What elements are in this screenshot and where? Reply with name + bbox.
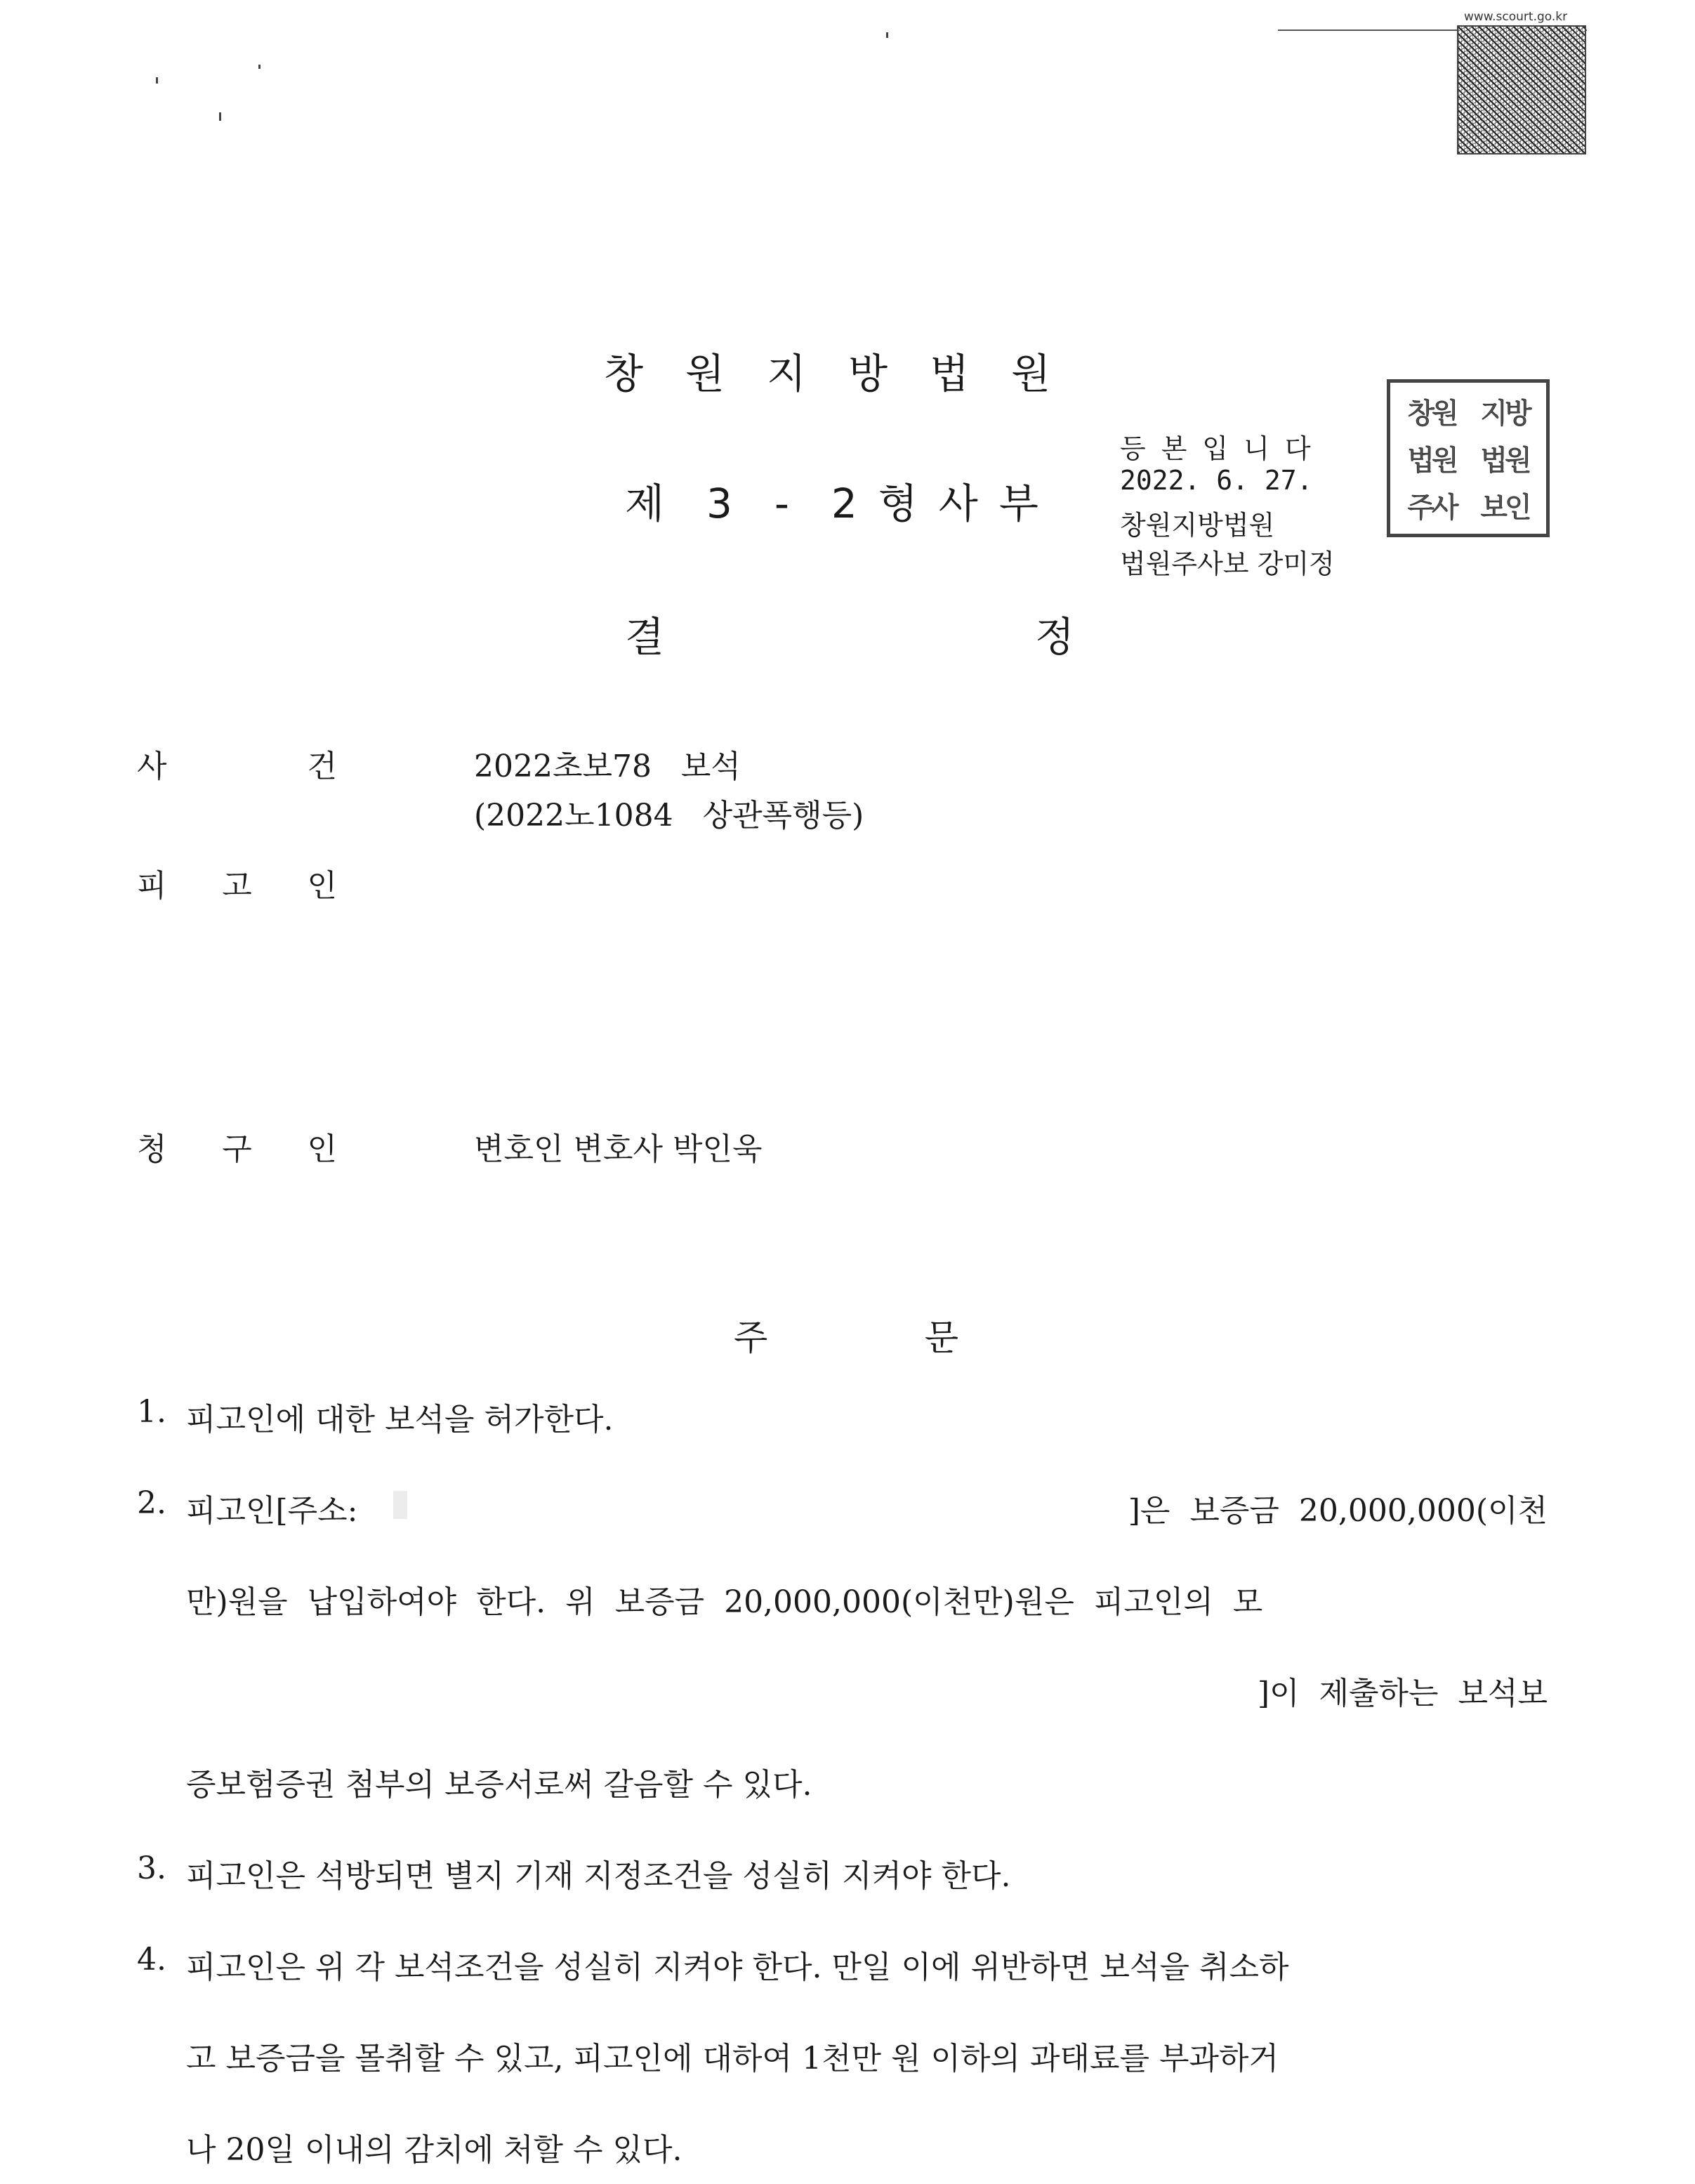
scan-speck	[258, 65, 260, 69]
related-case-number: (2022노1084 상관폭행등)	[474, 798, 864, 834]
order-item-text: 피고인에 대한 보석을 허가한다.	[186, 1402, 614, 1438]
court-url: www.scourt.go.kr	[1464, 10, 1568, 24]
requester-label: 청 구 인	[137, 1131, 337, 1167]
order-item-number: 1.	[137, 1394, 166, 1430]
order-item-number: 3.	[137, 1850, 166, 1886]
order-item-number: 2.	[137, 1485, 166, 1521]
scan-speck	[886, 32, 888, 38]
order-item-text: 나 20일 이내의 감치에 처할 수 있다.	[186, 2132, 682, 2168]
case-number: 2022초보78 보석	[474, 749, 741, 784]
order-item-text: 만)원을 납입하여야 한다. 위 보증금 20,000,000(이천만)원은 피고인의 모	[186, 1584, 1263, 1620]
order-item-text: ]이 제출하는 보석보	[1257, 1676, 1548, 1711]
defendant-label: 피 고 인	[137, 868, 337, 904]
order-item-text: 피고인은 위 각 보석조건을 성실히 지켜야 한다. 만일 이에 위반하면 보석을 취소하	[186, 1949, 1289, 1985]
certification-clerk: 법원주사보 강미정	[1120, 548, 1335, 579]
order-title: 주 문	[734, 1317, 958, 1358]
scan-speck	[156, 77, 158, 84]
document-type: 결 정	[625, 613, 1074, 661]
order-item-text: 피고인은 석방되면 별지 기재 지정조건을 성실히 지켜야 한다.	[186, 1858, 1011, 1894]
certification-court: 창원지방법원	[1120, 510, 1275, 541]
order-item-text: ]은 보증금 20,000,000(이천	[1128, 1493, 1548, 1529]
qr-code-icon	[1457, 25, 1586, 154]
order-item-text: 피고인[주소:	[186, 1493, 358, 1529]
order-item-text: 고 보증금을 몰취할 수 있고, 피고인에 대하여 1천만 원 이하의 과태료를 부과하거	[186, 2041, 1279, 2077]
division-title: 제 3 - 2형사부	[625, 480, 1060, 527]
order-item-text: 증보험증권 첨부의 보증서로써 갈음할 수 있다.	[186, 1767, 812, 1803]
case-label: 사 건	[137, 749, 337, 784]
order-item-number: 4.	[137, 1942, 166, 1978]
certification-date: 2022. 6. 27.	[1120, 465, 1313, 496]
scan-speck	[219, 112, 221, 121]
redaction-mark	[393, 1491, 407, 1519]
court-seal-icon: 창원 지방 법원 법원 주사 보인	[1387, 379, 1550, 537]
court-name: 창원지방법원	[604, 350, 1093, 397]
certified-copy-label: 등본입니다	[1120, 433, 1326, 464]
requester-name: 변호인 변호사 박인욱	[474, 1131, 763, 1167]
